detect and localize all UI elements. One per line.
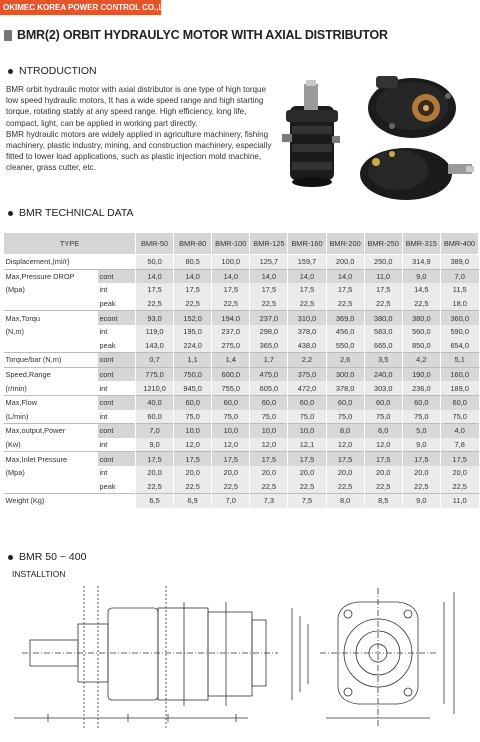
value-cell: 7,8 bbox=[440, 438, 478, 452]
value-cell: 17,5 bbox=[402, 452, 440, 466]
value-cell: 17,5 bbox=[440, 452, 478, 466]
value-cell: 550,0 bbox=[326, 339, 364, 353]
value-cell: 20,0 bbox=[326, 466, 364, 480]
value-cell: 6,0 bbox=[364, 424, 402, 438]
table-row bbox=[4, 269, 479, 283]
table-row bbox=[4, 353, 479, 368]
value-cell: 250,0 bbox=[364, 255, 402, 270]
parameter-cell: Max,Inlet Pressure bbox=[4, 452, 98, 466]
value-cell: 775,0 bbox=[136, 367, 174, 381]
value-cell: 14,5 bbox=[402, 283, 440, 297]
table-row bbox=[4, 410, 479, 424]
brand-name: OKIMEC KOREA POWER CONTROL CO.,LTD. bbox=[3, 3, 176, 12]
value-cell: 750,0 bbox=[174, 367, 212, 381]
value-cell: 7,5 bbox=[288, 494, 326, 508]
model-header: BMR-100 bbox=[212, 233, 250, 255]
value-cell: 152,0 bbox=[174, 311, 212, 325]
value-cell: 11,0 bbox=[364, 269, 402, 283]
parameter-cell: (r/min) bbox=[5, 383, 27, 393]
value-cell: 60,0 bbox=[364, 395, 402, 409]
condition-cell: int bbox=[99, 440, 108, 450]
value-cell: 20,0 bbox=[250, 466, 288, 480]
table-row bbox=[4, 466, 479, 480]
value-cell: 17,5 bbox=[326, 283, 364, 297]
value-cell: 22,5 bbox=[326, 297, 364, 311]
value-cell: 17,5 bbox=[250, 283, 288, 297]
install-heading-text: BMR 50 ~ 400 bbox=[19, 551, 87, 563]
table-row bbox=[4, 424, 479, 438]
table-row bbox=[4, 339, 479, 353]
value-cell: 945,0 bbox=[174, 381, 212, 395]
value-cell: 8,0 bbox=[326, 424, 364, 438]
table-body bbox=[4, 255, 479, 508]
value-cell: 380,0 bbox=[364, 311, 402, 325]
value-cell: 20,0 bbox=[364, 466, 402, 480]
value-cell: 17,5 bbox=[288, 283, 326, 297]
value-cell: 22,5 bbox=[212, 297, 250, 311]
value-cell: 160,0 bbox=[440, 367, 478, 381]
value-cell: 22,5 bbox=[174, 297, 212, 311]
value-cell: 60,0 bbox=[288, 395, 326, 409]
condition-cell: int bbox=[99, 411, 108, 421]
value-cell: 20,0 bbox=[174, 466, 212, 480]
value-cell: 17,5 bbox=[136, 452, 174, 466]
value-cell: 190,0 bbox=[402, 367, 440, 381]
table-row bbox=[4, 311, 479, 325]
value-cell: 40,0 bbox=[136, 395, 174, 409]
value-cell: 12,0 bbox=[326, 438, 364, 452]
value-cell: 60,0 bbox=[212, 395, 250, 409]
bullet-icon bbox=[8, 211, 13, 216]
value-cell: 143,0 bbox=[136, 339, 174, 353]
value-cell: 9,0 bbox=[136, 438, 174, 452]
value-cell: 80,5 bbox=[174, 255, 212, 270]
value-cell: 18,0 bbox=[440, 297, 478, 311]
table-row bbox=[4, 283, 479, 297]
value-cell: 10,0 bbox=[250, 424, 288, 438]
value-cell: 22,5 bbox=[288, 480, 326, 494]
condition-cell: cont bbox=[98, 367, 136, 381]
table-row bbox=[4, 480, 479, 494]
value-cell: 17,5 bbox=[364, 283, 402, 297]
value-cell: 7,0 bbox=[440, 269, 478, 283]
parameter-cell: Max,Flow bbox=[4, 395, 98, 409]
table-row bbox=[4, 438, 479, 452]
condition-cell: peak bbox=[99, 340, 116, 350]
value-cell: 654,0 bbox=[440, 339, 478, 353]
value-cell: 360,0 bbox=[440, 311, 478, 325]
value-cell: 60,0 bbox=[136, 410, 174, 424]
value-cell: 22,5 bbox=[402, 297, 440, 311]
value-cell: 195,0 bbox=[174, 325, 212, 339]
value-cell: 275,0 bbox=[212, 339, 250, 353]
table-row bbox=[4, 255, 479, 270]
parameter-cell: Displacement,(ml/r) bbox=[5, 257, 70, 267]
value-cell: 237,0 bbox=[250, 311, 288, 325]
bullet-icon bbox=[8, 69, 13, 74]
parameter-cell: (Mpa) bbox=[5, 468, 25, 478]
value-cell: 7,0 bbox=[136, 424, 174, 438]
page-title-text: BMR(2) ORBIT HYDRAULYC MOTOR WITH AXIAL DISTRIBUTOR bbox=[17, 28, 388, 42]
value-cell: 389,0 bbox=[440, 255, 478, 270]
value-cell: 20,0 bbox=[402, 466, 440, 480]
table-header-row bbox=[4, 233, 479, 255]
table-row bbox=[4, 494, 479, 508]
value-cell: 22,5 bbox=[288, 297, 326, 311]
parameter-cell bbox=[4, 297, 98, 311]
value-cell: 10,0 bbox=[212, 424, 250, 438]
model-header: BMR-125 bbox=[250, 233, 288, 255]
value-cell: 60,0 bbox=[250, 395, 288, 409]
value-cell: 1,4 bbox=[212, 353, 250, 368]
value-cell: 7,0 bbox=[212, 494, 250, 508]
model-header: BMR-250 bbox=[364, 233, 402, 255]
value-cell: 17,5 bbox=[326, 452, 364, 466]
value-cell: 314,9 bbox=[402, 255, 440, 270]
value-cell: 583,0 bbox=[364, 325, 402, 339]
value-cell: 75,0 bbox=[174, 410, 212, 424]
value-cell: 22,5 bbox=[250, 480, 288, 494]
brand-bar bbox=[0, 0, 176, 15]
value-cell: 310,0 bbox=[288, 311, 326, 325]
value-cell: 8,0 bbox=[326, 494, 364, 508]
table-row bbox=[4, 297, 479, 311]
parameter-cell bbox=[4, 480, 98, 494]
value-cell: 75,0 bbox=[364, 410, 402, 424]
value-cell: 665,0 bbox=[364, 339, 402, 353]
intro-paragraph-2: BMR hydraulic motors are widely applied in agriculture machinery, fishing machinery, plastic industry, mining, and construction machinery, especially fitted to lower load applications, such as plastic injection mold machine, cleaner, grass cutter, etc. bbox=[6, 129, 272, 173]
value-cell: 6,5 bbox=[136, 494, 174, 508]
value-cell: 240,0 bbox=[364, 367, 402, 381]
parameter-cell: Torque/bar (N,m) bbox=[4, 353, 98, 368]
value-cell: 14,0 bbox=[326, 269, 364, 283]
installation-drawing bbox=[8, 578, 476, 740]
value-cell: 100,0 bbox=[212, 255, 250, 270]
model-header: BMR-160 bbox=[288, 233, 326, 255]
value-cell: 22,5 bbox=[326, 480, 364, 494]
value-cell: 22,5 bbox=[402, 480, 440, 494]
value-cell: 12,0 bbox=[212, 438, 250, 452]
value-cell: 11,5 bbox=[440, 283, 478, 297]
value-cell: 20,0 bbox=[288, 466, 326, 480]
value-cell: 75,0 bbox=[250, 410, 288, 424]
value-cell: 93,0 bbox=[136, 311, 174, 325]
value-cell: 17,5 bbox=[250, 452, 288, 466]
value-cell: 560,0 bbox=[402, 325, 440, 339]
value-cell: 14,0 bbox=[174, 269, 212, 283]
value-cell: 600,0 bbox=[212, 367, 250, 381]
value-cell: 11,0 bbox=[440, 494, 478, 508]
title-square-icon bbox=[4, 30, 12, 41]
tech-heading bbox=[8, 207, 134, 219]
value-cell: 438,0 bbox=[288, 339, 326, 353]
side-view-drawing bbox=[14, 586, 308, 728]
parameter-cell: (Mpa) bbox=[5, 285, 25, 295]
value-cell: 194,0 bbox=[212, 311, 250, 325]
value-cell: 375,0 bbox=[288, 367, 326, 381]
parameter-cell: Max,Pressure DROP bbox=[4, 269, 98, 283]
value-cell: 9,0 bbox=[402, 269, 440, 283]
value-cell: 75,0 bbox=[402, 410, 440, 424]
value-cell: 850,0 bbox=[402, 339, 440, 353]
value-cell: 75,0 bbox=[212, 410, 250, 424]
parameter-cell: Speed,Range bbox=[4, 367, 98, 381]
value-cell: 472,0 bbox=[288, 381, 326, 395]
model-header: BMR-400 bbox=[440, 233, 478, 255]
condition-cell: cont bbox=[98, 424, 136, 438]
condition-cell: cont bbox=[98, 269, 136, 283]
value-cell: 6,9 bbox=[174, 494, 212, 508]
parameter-cell: Max,output,Power bbox=[4, 424, 98, 438]
value-cell: 60,0 bbox=[326, 395, 364, 409]
value-cell: 456,0 bbox=[326, 325, 364, 339]
value-cell: 60,0 bbox=[174, 395, 212, 409]
value-cell: 200,0 bbox=[326, 255, 364, 270]
parameter-cell: Max,Torqu bbox=[4, 311, 98, 325]
value-cell: 17,5 bbox=[212, 452, 250, 466]
value-cell: 1210,0 bbox=[136, 381, 174, 395]
value-cell: 119,0 bbox=[136, 325, 174, 339]
value-cell: 189,0 bbox=[440, 381, 478, 395]
value-cell: 17,5 bbox=[174, 283, 212, 297]
condition-cell: cont bbox=[98, 395, 136, 409]
value-cell: 159,7 bbox=[288, 255, 326, 270]
bullet-icon bbox=[8, 555, 13, 560]
value-cell: 303,0 bbox=[364, 381, 402, 395]
value-cell: 22,5 bbox=[136, 297, 174, 311]
motor-image-upright bbox=[282, 80, 340, 187]
parameter-cell: Weight (Kg) bbox=[4, 494, 98, 508]
value-cell: 300,0 bbox=[326, 367, 364, 381]
value-cell: 1,7 bbox=[250, 353, 288, 368]
value-cell: 14,0 bbox=[212, 269, 250, 283]
condition-cell: int bbox=[99, 327, 108, 337]
value-cell: 60,0 bbox=[402, 395, 440, 409]
table-row bbox=[4, 367, 479, 381]
condition-cell: cont bbox=[98, 353, 136, 368]
value-cell: 17,5 bbox=[288, 452, 326, 466]
value-cell: 22,5 bbox=[212, 480, 250, 494]
value-cell: 1,1 bbox=[174, 353, 212, 368]
motor-photo bbox=[280, 66, 476, 206]
intro-heading bbox=[8, 65, 97, 77]
value-cell: 237,0 bbox=[212, 325, 250, 339]
intro-text bbox=[6, 84, 274, 174]
value-cell: 5,1 bbox=[440, 353, 478, 368]
value-cell: 75,0 bbox=[326, 410, 364, 424]
value-cell: 2,2 bbox=[288, 353, 326, 368]
install-heading bbox=[8, 551, 86, 563]
table-row bbox=[4, 452, 479, 466]
condition-cell: peak bbox=[99, 481, 116, 491]
value-cell: 475,0 bbox=[250, 367, 288, 381]
value-cell: 224,0 bbox=[174, 339, 212, 353]
model-header: BMR-315 bbox=[402, 233, 440, 255]
value-cell: 12,0 bbox=[250, 438, 288, 452]
value-cell: 60,0 bbox=[440, 395, 478, 409]
value-cell: 605,0 bbox=[250, 381, 288, 395]
condition-cell: int bbox=[99, 468, 108, 478]
value-cell: 20,0 bbox=[440, 466, 478, 480]
value-cell: 12,0 bbox=[174, 438, 212, 452]
value-cell: 12,1 bbox=[288, 438, 326, 452]
value-cell: 5,0 bbox=[402, 424, 440, 438]
value-cell: 75,0 bbox=[440, 410, 478, 424]
model-header: BMR-200 bbox=[326, 233, 364, 255]
parameter-cell: (Kw) bbox=[5, 440, 21, 450]
value-cell: 10,0 bbox=[174, 424, 212, 438]
condition-cell: peak bbox=[99, 299, 116, 309]
value-cell: 3,5 bbox=[364, 353, 402, 368]
condition-cell bbox=[98, 255, 136, 270]
value-cell: 22,5 bbox=[364, 480, 402, 494]
value-cell: 17,5 bbox=[364, 452, 402, 466]
page-title bbox=[4, 28, 388, 42]
value-cell: 590,0 bbox=[440, 325, 478, 339]
value-cell: 380,0 bbox=[402, 311, 440, 325]
intro-paragraph-1: BMR orbit hydraulic motor with axial distributor is one type of high torque low speed hydraulic motors, It has a wide speed range and high starting torque, rotating stably at any speed range. High efficiency, long life, compact, light, can be applied in working part directly. bbox=[6, 85, 267, 128]
model-header: BMR-50 bbox=[136, 233, 174, 255]
table-row bbox=[4, 381, 479, 395]
value-cell: 9,0 bbox=[402, 438, 440, 452]
value-cell: 14,0 bbox=[136, 269, 174, 283]
value-cell: 755,0 bbox=[212, 381, 250, 395]
intro-heading-text: NTRODUCTION bbox=[19, 65, 97, 77]
value-cell: 20,0 bbox=[136, 466, 174, 480]
value-cell: 378,0 bbox=[288, 325, 326, 339]
value-cell: 22,5 bbox=[250, 297, 288, 311]
value-cell: 50,0 bbox=[136, 255, 174, 270]
condition-cell: int bbox=[99, 383, 108, 393]
value-cell: 236,0 bbox=[402, 381, 440, 395]
parameter-cell: (N,m) bbox=[5, 327, 24, 337]
value-cell: 17,5 bbox=[174, 452, 212, 466]
value-cell: 298,0 bbox=[250, 325, 288, 339]
value-cell: 9,0 bbox=[402, 494, 440, 508]
type-header: TYPE bbox=[4, 233, 136, 255]
value-cell: 369,0 bbox=[326, 311, 364, 325]
value-cell: 17,5 bbox=[212, 283, 250, 297]
parameter-cell: (L/min) bbox=[5, 411, 29, 421]
value-cell: 17,5 bbox=[136, 283, 174, 297]
value-cell: 378,0 bbox=[326, 381, 364, 395]
value-cell: 0,7 bbox=[136, 353, 174, 368]
value-cell: 20,0 bbox=[212, 466, 250, 480]
value-cell: 22,5 bbox=[174, 480, 212, 494]
condition-cell: cont bbox=[98, 452, 136, 466]
table-row bbox=[4, 325, 479, 339]
value-cell: 2,6 bbox=[326, 353, 364, 368]
value-cell: 125,7 bbox=[250, 255, 288, 270]
value-cell: 75,0 bbox=[288, 410, 326, 424]
value-cell: 4,0 bbox=[440, 424, 478, 438]
condition-cell: int bbox=[99, 285, 108, 295]
tech-heading-text: BMR TECHNICAL DATA bbox=[19, 207, 134, 219]
parameter-cell bbox=[4, 339, 98, 353]
value-cell: 14,0 bbox=[250, 269, 288, 283]
motor-image-face bbox=[368, 76, 456, 138]
value-cell: 22,5 bbox=[136, 480, 174, 494]
model-header: BMR-80 bbox=[174, 233, 212, 255]
value-cell: 365,0 bbox=[250, 339, 288, 353]
condition-cell bbox=[98, 494, 136, 508]
motor-image-side bbox=[360, 148, 474, 200]
front-view-drawing bbox=[320, 588, 454, 728]
value-cell: 4,2 bbox=[402, 353, 440, 368]
value-cell: 10,0 bbox=[288, 424, 326, 438]
value-cell: 12,0 bbox=[364, 438, 402, 452]
value-cell: 7,3 bbox=[250, 494, 288, 508]
value-cell: 22,5 bbox=[364, 297, 402, 311]
value-cell: 22,5 bbox=[440, 480, 478, 494]
install-subtitle: INSTALLTION bbox=[12, 569, 66, 579]
table-row bbox=[4, 395, 479, 409]
value-cell: 8,5 bbox=[364, 494, 402, 508]
technical-data-table bbox=[3, 232, 479, 508]
condition-cell: econt bbox=[98, 311, 136, 325]
value-cell: 14,0 bbox=[288, 269, 326, 283]
